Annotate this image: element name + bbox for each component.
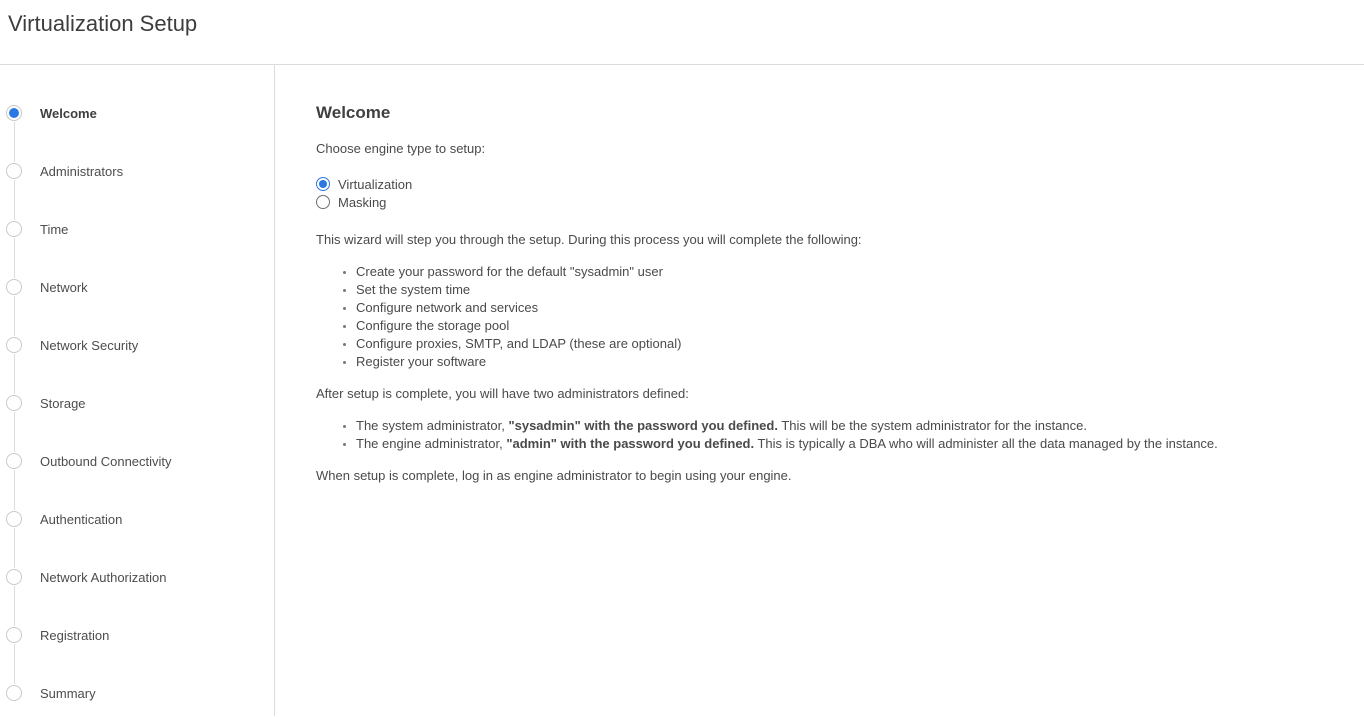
step-label: Storage [40, 395, 86, 411]
step-radio-icon [6, 337, 22, 353]
wizard-outro-text: When setup is complete, log in as engine administrator to begin using your engine. [316, 468, 792, 483]
app-header [0, 0, 1364, 65]
step-label: Network Authorization [40, 569, 167, 585]
step-radio-icon [6, 279, 22, 295]
step-radio-icon [6, 627, 22, 643]
step-radio-icon [6, 685, 22, 701]
sidebar-step-welcome[interactable] [0, 84, 274, 142]
radio-option-masking[interactable] [316, 193, 1324, 211]
list-item: • Configure proxies, SMTP, and LDAP (these are optional) [356, 335, 1324, 353]
radio-label: Virtualization [338, 176, 413, 192]
step-radio-icon [6, 105, 22, 121]
sidebar-step-administrators[interactable] [0, 142, 274, 200]
step-radio-icon [6, 395, 22, 411]
step-radio-icon [6, 453, 22, 469]
wizard-intro-text: This wizard will step you through the setup. During this process you will complete the following: [316, 232, 862, 247]
step-label: Outbound Connectivity [40, 453, 172, 469]
sidebar-step-summary[interactable] [0, 664, 274, 717]
list-item: • Set the system time [356, 281, 1324, 299]
step-label: Network Security [40, 337, 139, 353]
engine-type-radio-group [316, 175, 1324, 211]
step-radio-icon [6, 163, 22, 179]
radio-selected-icon[interactable] [316, 177, 330, 191]
content-heading: Welcome [316, 103, 391, 122]
sidebar-step-outbound-connectivity[interactable] [0, 432, 274, 490]
step-label: Welcome [40, 105, 97, 121]
radio-unselected-icon[interactable] [316, 195, 330, 209]
stepper-list [0, 65, 274, 717]
setup-stepper-sidebar [0, 65, 275, 716]
list-item: • Configure network and services [356, 299, 1324, 317]
main-layout [0, 65, 1364, 716]
list-item: • Configure the storage pool [356, 317, 1324, 335]
administrators-list [316, 417, 1324, 453]
step-radio-icon [6, 511, 22, 527]
step-label: Authentication [40, 511, 123, 527]
step-label: Summary [40, 685, 96, 701]
admins-intro-text: After setup is complete, you will have two administrators defined: [316, 386, 689, 401]
step-label: Registration [40, 627, 110, 643]
sidebar-step-network-authorization[interactable] [0, 548, 274, 606]
step-radio-icon [6, 221, 22, 237]
sidebar-step-storage[interactable] [0, 374, 274, 432]
sidebar-step-registration[interactable] [0, 606, 274, 664]
sidebar-step-network[interactable] [0, 258, 274, 316]
step-label: Administrators [40, 163, 124, 179]
step-label: Time [40, 221, 69, 237]
sidebar-step-network-security[interactable] [0, 316, 274, 374]
list-item: • The engine administrator, "admin" with the password you defined. This is typically a DBA who will administer all the data managed by the instance. [356, 435, 1324, 453]
wizard-content-panel [275, 65, 1364, 716]
sidebar-step-authentication[interactable] [0, 490, 274, 548]
radio-option-virtualization[interactable] [316, 175, 1324, 193]
radio-label: Masking [338, 194, 387, 210]
step-label: Network [40, 279, 88, 295]
list-item: • Register your software [356, 353, 1324, 371]
list-item: • The system administrator, "sysadmin" with the password you defined. This will be the system administrator for the instance. [356, 417, 1324, 435]
setup-steps-list [316, 263, 1324, 371]
list-item: • Create your password for the default "sysadmin" user [356, 263, 1324, 281]
sidebar-step-time[interactable] [0, 200, 274, 258]
step-radio-icon [6, 569, 22, 585]
page-title: Virtualization Setup [8, 11, 198, 36]
choose-engine-label: Choose engine type to setup: [316, 141, 486, 156]
